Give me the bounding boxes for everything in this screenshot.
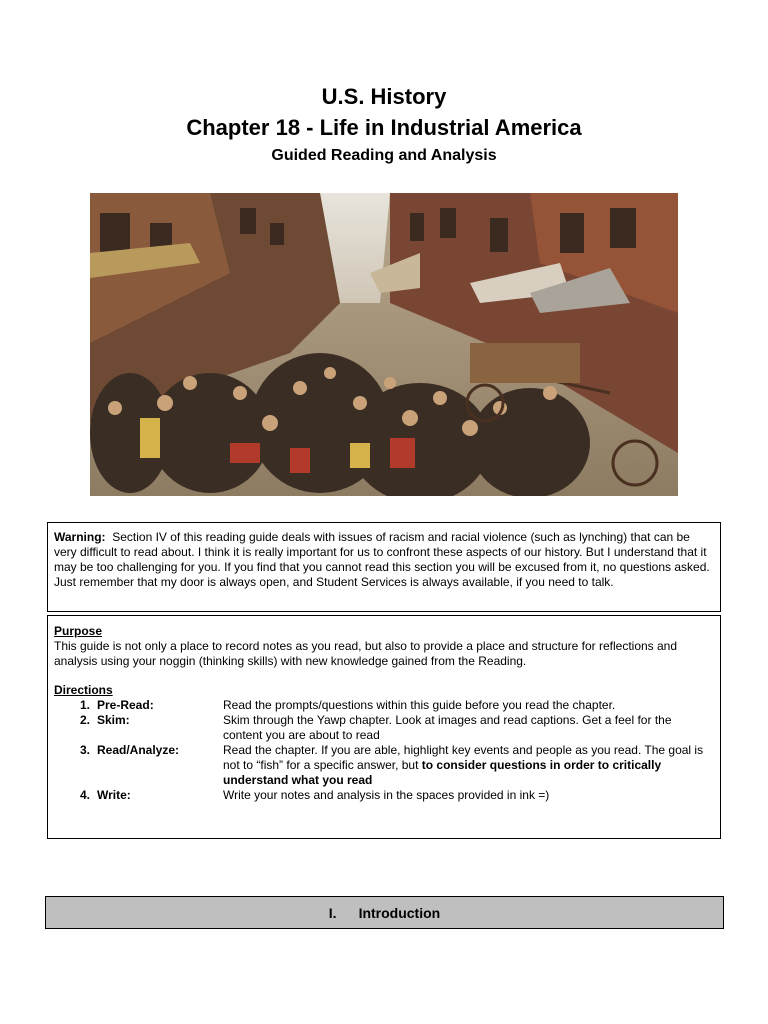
warning-label: Warning: [54, 530, 106, 544]
direction-number: 1. [79, 698, 90, 712]
section-header-bar [45, 896, 724, 929]
street-scene-photo [90, 193, 678, 496]
direction-number: 2. [79, 713, 90, 727]
course-title: U.S. History [321, 84, 447, 109]
guide-subtitle: Guided Reading and Analysis [271, 147, 497, 164]
direction-text [223, 743, 714, 788]
direction-item [54, 743, 714, 788]
direction-text-emphasis: to consider questions in order to critically understand what you read [223, 758, 662, 787]
direction-number: 4. [79, 788, 90, 802]
direction-number: 3. [79, 743, 90, 757]
direction-label: Read/Analyze: [97, 743, 180, 757]
direction-label: Skim: [97, 713, 130, 727]
direction-item [54, 698, 714, 713]
purpose-text: This guide is not only a place to record notes as you read, but also to provide a place and structure for reflections and analysis using your noggin (thinking skills) with new knowledge gained from the Reading. [54, 639, 678, 668]
warning-text: Section IV of this reading guide deals with issues of racism and racial violence (such as lynching) that can be very difficult to read about. I think it is really important for us to confront these aspects of our history. But I understand that it may be too challenging for you. If you find that you cannot read this section you will be excused from it, no questions asked. Just remember that my door is always open, and Student Services is always available, if you need to talk. [54, 530, 710, 589]
warning-box [47, 522, 721, 612]
chapter-title: Chapter 18 - Life in Industrial America [186, 115, 582, 140]
purpose-heading: Purpose [54, 624, 103, 638]
direction-text: Skim through the Yawp chapter. Look at images and read captions. Get a feel for the content you are about to read [223, 713, 672, 742]
direction-item [54, 788, 714, 803]
direction-text: Write your notes and analysis in the spaces provided in ink =) [223, 788, 550, 802]
section-title: Introduction [358, 904, 441, 921]
purpose-directions-box [47, 615, 721, 839]
section-number: I. [328, 904, 337, 921]
direction-text: Read the prompts/questions within this guide before you read the chapter. [223, 698, 616, 712]
direction-item [54, 713, 714, 743]
directions-heading: Directions [54, 683, 113, 697]
direction-label: Pre-Read: [97, 698, 154, 712]
direction-label: Write: [97, 788, 131, 802]
direction-text-plain: Read the chapter. If you are able, highlight key events and people as you read. The goal is not to “fish” for a specific answer, but [223, 743, 704, 772]
